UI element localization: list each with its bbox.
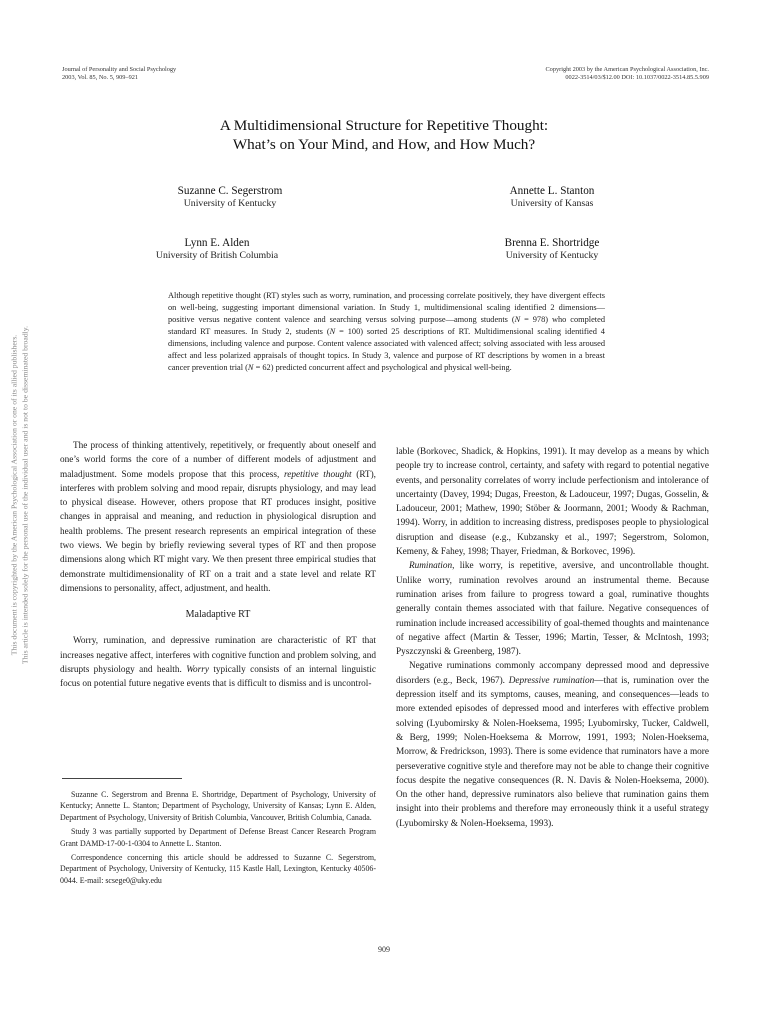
depressive-rumination-paragraph [396, 659, 709, 831]
author-affiliation: University of Kansas [510, 198, 594, 209]
title-line-2: What’s on Your Mind, and How, and How Much? [232, 136, 536, 153]
author-affiliation: University of Kentucky [183, 198, 277, 209]
section-heading: Maladaptive RT [185, 609, 251, 621]
article-title [0, 116, 768, 154]
footnote-correspondence: Correspondence concerning this article should be addressed to Suzanne C. Segerstrom, Department of Psychology, University of Kentucky, 115 Kastle Hall, Lexington, Kentucky 40506-0044. E-mail: scsege0@uky.edu [60, 853, 376, 885]
rumination-paragraph [396, 559, 709, 659]
side-notice-line-1: This document is copyrighted by the American Psychological Association or one of its allied publishers. [9, 334, 19, 656]
body-column-left [60, 439, 376, 691]
abstract-text: = 62) predicted concurrent affect and psychological and physical well-being. [253, 363, 512, 372]
worry-paragraph-continued: lable (Borkovec, Shadick, & Hopkins, 1991). It may develop as a means by which people try to increase control, certainty, and safety with regard to potential negative events, and personality correlates of worry include perfectionism and intolerance of uncertainty (Davey, 1994; Dugas, Freeston, & Ladouceur, 1997; Dugas, Gosselin, & Ladouceur, 2001; Mathew, 1990; Stöber & Joormann, 2001; Woody & Rachman, 1994). Worry, in addition to increasing distress, predisposes people to physiological disruption and disease (e.g., Kubzansky et al., 1997; Segerstrom, Solomon, Kemeny, & Fahey, 1998; Thayer, Friedman, & Borkovec, 1996). [396, 447, 709, 558]
emphasized-term: Rumination [408, 561, 453, 572]
doi-line: 0022-3514/03/$12.00 DOI: 10.1037/0022-3514.85.5.909 [565, 74, 709, 81]
author-footnotes [60, 789, 376, 889]
intro-paragraph [60, 439, 376, 596]
paragraph-text: typically consists of an internal linguistic focus on potential future negative events that is difficult to dismiss and is uncontrol- [60, 664, 377, 690]
side-notice-line-2: This article is intended solely for the personal use of the individual user and is not to be disseminated broadly. [20, 325, 29, 665]
abstract-text: = 100) sorted 25 descriptions of RT. Multidimensional scaling identified 4 dimensions, including valence and purpose. Content valence associated with valenced affect; solving associated with less aroused affect and less polarized appraisals of thought topics. In Study 3, valence and purpose of RT descriptions by women in a breast cancer prevention trial ( [168, 327, 605, 372]
author-affiliation: University of Kentucky [505, 250, 599, 261]
sample-size-symbol: N [514, 315, 521, 324]
author-name: Suzanne C. Segerstrom [177, 185, 283, 197]
author-block [422, 184, 682, 210]
paragraph-text: The process of thinking attentively, repetitively, or frequently about oneself and one’s world forms the core of a number of different models of adjustment and maladjustment. Some models propose that this process, [60, 441, 376, 480]
paragraph-text: Negative ruminations commonly accompany depressed mood and depressive disorders (e.g., Beck, 1967). [396, 661, 709, 686]
paragraph-text: , like worry, is repetitive, aversive, and uncontrollable thought. Unlike worry, rumination revolves around an instrumental theme. Because rumination arises from failure to progress toward a goal, ruminative thoughts generally contain themes associated with that failure. Negative consequences of rumination include increased accessibility of goal-themed thoughts and maintenance of negative affect (Martin & Tesser, 1996; Martin, Tesser, & McIntosh, 1993; Pyszczynski & Greenberg, 1987). [396, 561, 709, 658]
abstract [168, 290, 605, 374]
journal-name: Journal of Personality and Social Psychology [62, 66, 177, 73]
sample-size-symbol: N [329, 327, 336, 336]
maladaptive-paragraph [60, 634, 376, 691]
author-block [422, 236, 682, 262]
footnote-divider [62, 778, 182, 779]
running-header-left [62, 66, 176, 82]
body-column-right [396, 445, 709, 831]
author-name: Brenna E. Shortridge [504, 237, 600, 249]
paragraph-text: (RT), interferes with problem solving and mood repair, disrupts physiology, and may lead to physical disease. However, others propose that RT produces insight, positive changes in appraisal and meaning, and reduction in physiological disruption and health problems. The present research represents an empirical integration of these two views. We begin by briefly reviewing several types of RT and then propose dimensions along which RT might vary. We then present three empirical studies that demonstrate multidimensionality of RT on a trait and a state level and relate RT dimensions to personality, affect, adjustment, and health. [60, 469, 376, 594]
emphasized-term: Depressive rumination [508, 675, 595, 686]
copyright-line: Copyright 2003 by the American Psychological Association, Inc. [545, 66, 709, 73]
abstract-text: Although repetitive thought (RT) styles such as worry, rumination, and processing correlate positively, they have divergent effects on well-being, suggesting important dimensional variation. In Study 1, multidimensional scaling identified 2 dimensions—positive versus negative content valence and searching versus solving purpose—among students ( [168, 291, 605, 324]
footnote-funding: Study 3 was partially supported by Department of Defense Breast Cancer Research Program Grant DAMD-17-00-1-0304 to Annette L. Stanton. [60, 827, 376, 848]
running-header-right [545, 66, 709, 82]
author-block [100, 184, 360, 210]
author-name: Lynn E. Alden [184, 237, 250, 249]
author-name: Annette L. Stanton [509, 185, 595, 197]
title-line-1: A Multidimensional Structure for Repetitive Thought: [219, 117, 549, 134]
author-block [87, 236, 347, 262]
paragraph-text: —that is, rumination over the depression itself and its symptoms, causes, meaning, and consequences—leads to more extended episodes of depressed mood and interferes with effective problem solving (Lyubomirsky & Nolen-Hoeksema, 1995; Lyubomirsky, Tucker, Caldwell, & Berg, 1999; Nolen-Hoeksema & Morrow, 1991, 1993; Nolen-Hoeksema, Morrow, & Fredrickson, 1993). There is some evidence that ruminators have a more perseverative cognitive style and therefore may not be able to change their cognitive focus despite the negative consequences (R. N. Davis & Nolen-Hoeksema, 2000). On the other hand, depressive ruminators also believe that rumination gains them insight into their problems and therefore may erroneously think it a useful strategy (Lyubomirsky & Nolen-Hoeksema, 1993). [396, 675, 710, 829]
page-number: 909 [378, 945, 390, 954]
footnote-affiliations: Suzanne C. Segerstrom and Brenna E. Shortridge, Department of Psychology, University of Kentucky; Annette L. Stanton; Department of Psychology, University of Kansas; Lynn E. Alden, Department of Psychology, University of British Columbia, Vancouver, British Columbia, Canada. [60, 790, 376, 822]
emphasized-term: Worry [186, 664, 209, 675]
author-affiliation: University of British Columbia [155, 250, 279, 261]
emphasized-term: repetitive thought [284, 469, 352, 480]
paragraph-text: Worry, rumination, and depressive rumination are characteristic of RT that increases negative affect, interferes with cognitive function and problem solving, and disrupts physiology and health. [60, 636, 376, 675]
journal-volume: 2003, Vol. 85, No. 5, 909–921 [62, 74, 139, 81]
sample-size-symbol: N [247, 363, 254, 372]
abstract-text: = 978) who completed standard RT measures. In Study 2, students ( [168, 315, 605, 336]
